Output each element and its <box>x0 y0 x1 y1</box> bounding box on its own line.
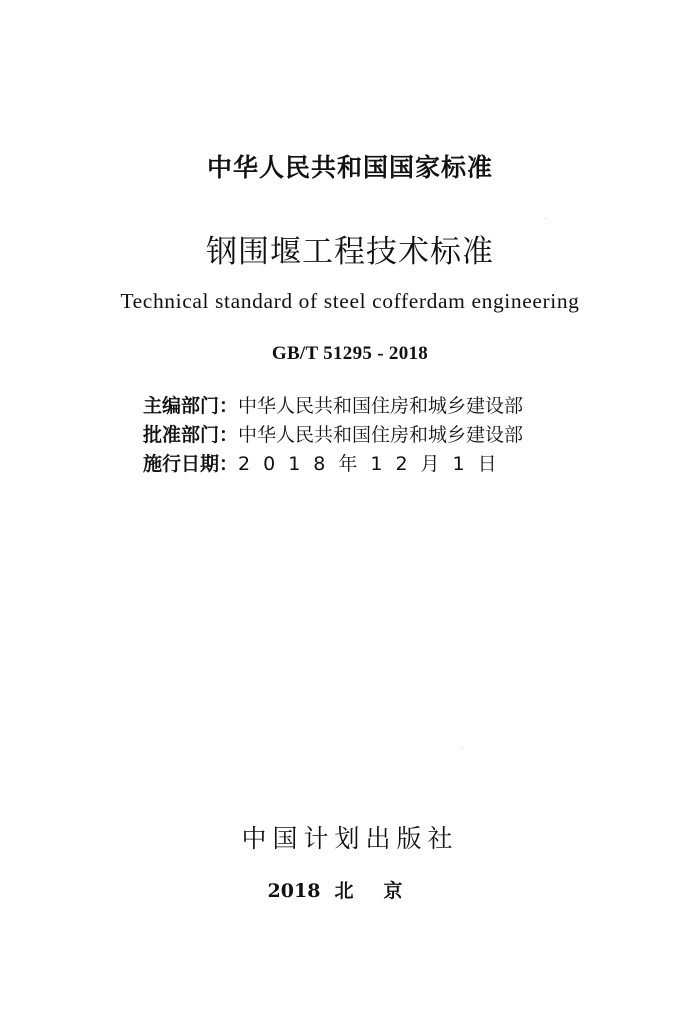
approver-label: 批准部门： <box>143 424 239 446</box>
metadata-block <box>143 392 523 479</box>
document-title-english: Technical standard of steel cofferdam engineering <box>120 289 580 313</box>
approver-row <box>143 421 523 450</box>
document-title-chinese: 钢围堰工程技术标准 <box>206 234 494 270</box>
effective-date-row <box>143 450 523 479</box>
publication-year: 2018 <box>267 880 321 902</box>
editor-label: 主编部门： <box>143 395 239 417</box>
standard-number: GB/T 51295 - 2018 <box>271 343 429 364</box>
publisher-name: 中国计划出版社 <box>241 824 459 853</box>
effective-date-value: 2018年12月1日 <box>238 453 510 475</box>
editor-row <box>143 392 523 421</box>
paper-speck <box>462 748 463 749</box>
standard-category-heading: 中华人民共和国国家标准 <box>206 153 493 182</box>
paper-speck <box>545 218 546 219</box>
publication-place <box>0 876 700 903</box>
approver-value: 中华人民共和国住房和城乡建设部 <box>238 424 524 446</box>
publication-city: 北京 <box>334 880 433 902</box>
effective-date-label: 施行日期： <box>143 453 239 475</box>
editor-value: 中华人民共和国住房和城乡建设部 <box>238 395 524 417</box>
